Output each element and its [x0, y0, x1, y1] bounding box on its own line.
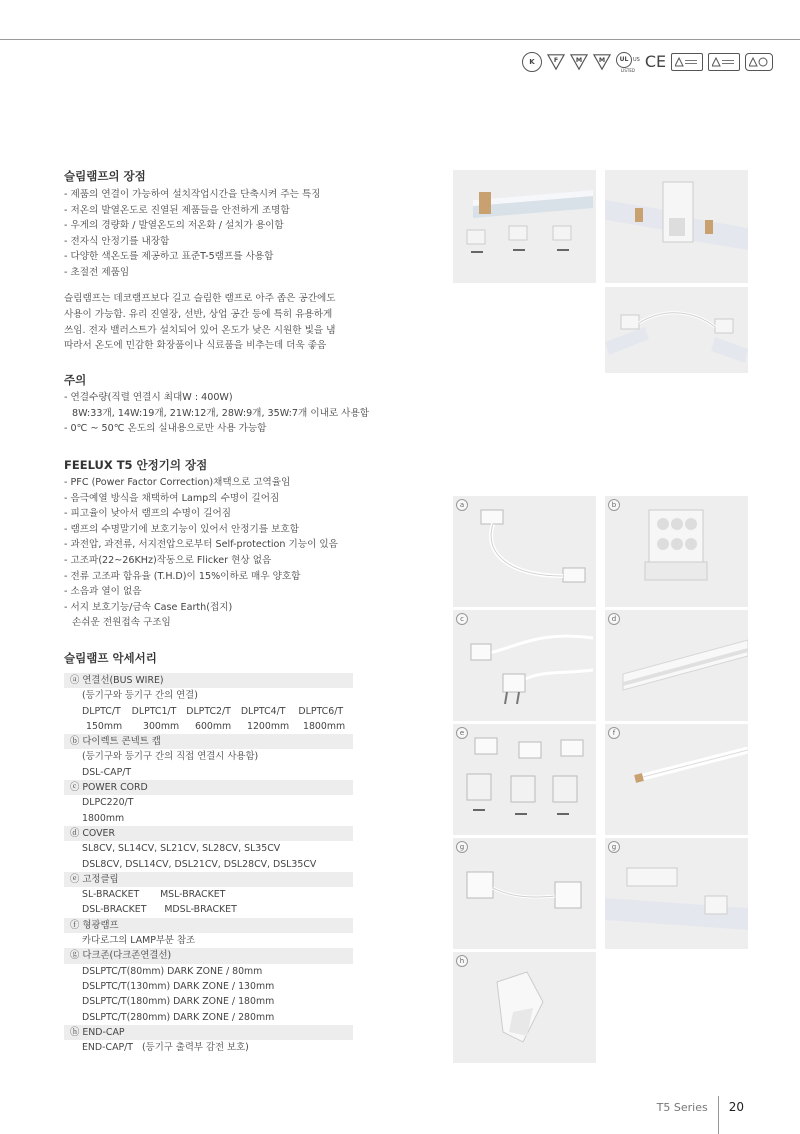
series-label: T5 Series: [656, 1100, 708, 1114]
table-row: END-CAP/T (등기구 출력부 감전 보호): [82, 1042, 249, 1054]
list-item: - 0℃ ~ 50℃ 온도의 실내용으로만 사용 가능함: [64, 423, 267, 435]
ul-listed-icon: UL US LISTED: [616, 52, 640, 73]
page-number: 20: [728, 1100, 744, 1114]
list-item: - 소음과 열이 없음: [64, 586, 142, 598]
photo-d-cover: [605, 610, 748, 721]
table-cell: DLPTC6/T: [298, 705, 344, 717]
svg-text:M: M: [598, 57, 606, 64]
paragraph-line: 따라서 온도에 민감한 화장품이나 식료품을 비추는데 더욱 좋음: [64, 340, 327, 352]
table-row: SL-BRACKET MSL-BRACKET: [82, 889, 226, 901]
table-row: SL8CV, SL14CV, SL21CV, SL28CV, SL35CV: [82, 843, 281, 855]
accessories-table: [64, 673, 353, 1055]
table-cell: 300mm: [143, 720, 180, 732]
list-item: 8W:33개, 14W:19개, 21W:12개, 28W:9개, 35W:7개 이내로 사용함: [72, 407, 369, 419]
m-mark-icon: [570, 53, 588, 71]
table-row: (등기구와 등기구 간의 연결): [82, 690, 198, 702]
list-item: - 램프의 수명말기에 보호기능이 있어서 안정기를 보호함: [64, 523, 299, 535]
label-e: e: [456, 727, 468, 739]
label-f: f: [608, 727, 620, 739]
table-row: ⓒ POWER CORD: [64, 780, 353, 795]
photo-lamps-wire-link: [605, 287, 748, 373]
top-rule: [0, 39, 800, 40]
list-item: - 서지 보호기능/금속 Case Earth(접지): [64, 601, 233, 613]
table-row: ⓐ 연결선(BUS WIRE): [64, 673, 353, 688]
table-cell: DLPTC4/T: [240, 705, 286, 717]
list-item: - 전류 고조파 함유율 (T.H.D)이 15%이하로 매우 양호함: [64, 570, 301, 582]
list-item: - 과전압, 과전류, 서지전압으로부터 Self-protection 기능이 있음: [64, 539, 338, 551]
approval-mark-2-icon: [708, 53, 740, 71]
ballast-title: FEELUX T5 안정기의 장점: [64, 458, 208, 472]
table-cell: 1200mm: [247, 720, 290, 732]
label-g: g: [456, 841, 468, 853]
table-row: ⓕ 형광램프: [64, 918, 353, 933]
list-item: - 음극예열 방식을 채택하여 Lamp의 수명이 길어짐: [64, 492, 280, 504]
table-cell: DLPTC1/T: [131, 705, 177, 717]
photo-lamp-with-clips: [453, 170, 596, 283]
table-row: ⓗ END-CAP: [64, 1025, 353, 1040]
photo-h-end-cap: [453, 952, 596, 1063]
page-footer: [657, 1088, 744, 1126]
list-item: - 저온의 발열온도로 진열된 제품들을 안전하게 조명함: [64, 204, 290, 216]
ballast-list: [64, 475, 364, 631]
list-item: 손쉬운 전원접속 구조임: [72, 617, 171, 629]
table-cell: 1800mm: [303, 720, 346, 732]
table-row: ⓓ COVER: [64, 826, 353, 841]
approval-mark-1-icon: [671, 53, 703, 71]
list-item: - 고조파(22~26KHz)작동으로 Flicker 현상 없음: [64, 554, 272, 566]
table-row: DLPC220/T: [82, 797, 134, 809]
list-item: - 전자식 안정기를 내장함: [64, 235, 170, 247]
photo-e-brackets: [453, 724, 596, 835]
table-row: DSL-CAP/T: [82, 766, 132, 778]
label-h: h: [456, 955, 468, 967]
table-row: 카다로그의 LAMP부분 참조: [82, 935, 196, 947]
list-item: - 제품의 연결이 가능하여 설치작업시간을 단축시켜 주는 특징: [64, 189, 321, 200]
list-item: - 우게의 경량화 / 발열온도의 저온화 / 설치가 용이함: [64, 220, 284, 232]
mm-mark-icon: [593, 53, 611, 71]
table-row: ⓖ 다크존(다크존연결선): [64, 948, 353, 963]
table-row: [64, 704, 353, 719]
list-item: - 다양한 색온도를 제공하고 표준T-5램프를 사용함: [64, 251, 274, 263]
table-cell: 150mm: [86, 720, 123, 732]
svg-text:F: F: [553, 57, 559, 64]
label-g2: g: [608, 841, 620, 853]
advantages-title: 슬림램프의 장점: [64, 169, 146, 183]
footer-divider: [718, 1096, 719, 1134]
photo-lamps-connected: [605, 170, 748, 283]
paragraph-line: 사용이 가능함. 유리 진열장, 선반, 상업 공간 등에 특히 유용하게: [64, 308, 333, 320]
list-item: - 초절전 제품임: [64, 266, 130, 278]
photo-b-direct-connect-cap: [605, 496, 748, 607]
list-item: - 피고율이 낮아서 램프의 수명이 길어짐: [64, 508, 231, 520]
paragraph-line: 쓰임. 전자 밸러스트가 설치되어 있어 온도가 낮은 시원한 빛을 냄: [64, 324, 336, 336]
label-a: a: [456, 499, 468, 511]
table-cell: 600mm: [195, 720, 232, 732]
advantages-list: [64, 187, 364, 281]
table-row: ⓑ 다이렉트 콘넥트 캡: [64, 734, 353, 749]
paragraph-line: 슬림램프는 데코램프보다 길고 슬림한 램프로 아주 좁은 공간에도: [64, 293, 336, 304]
table-row: DSL8CV, DSL14CV, DSL21CV, DSL28CV, DSL35CV: [82, 858, 317, 870]
photo-c-power-cord: [453, 610, 596, 721]
table-row: (등기구와 등기구 간의 직접 연결시 사용함): [82, 751, 259, 763]
table-row: DSLPTC/T(130mm) DARK ZONE / 130mm: [82, 980, 275, 992]
table-row: ⓔ 고정클립: [64, 872, 353, 887]
table-row: DSLPTC/T(180mm) DARK ZONE / 180mm: [82, 996, 275, 1008]
table-row: [64, 719, 353, 734]
certification-marks: [522, 50, 773, 74]
table-cell: DLPTC/T: [82, 705, 121, 717]
advantages-paragraph: [64, 291, 354, 354]
table-row: DSL-BRACKET MDSL-BRACKET: [82, 904, 237, 916]
list-item: - 연결수량(직렬 연결시 최대W : 400W): [64, 392, 233, 403]
k-mark-icon: K: [522, 52, 542, 72]
photo-g-dark-zone-wire: [453, 838, 596, 949]
label-d: d: [608, 613, 620, 625]
f-mark-icon: [547, 53, 565, 71]
accessories-title: 슬림램프 악세서리: [64, 651, 157, 665]
svg-text:M: M: [575, 57, 583, 64]
table-row: 1800mm: [82, 812, 125, 824]
list-item: - PFC (Power Factor Correction)채택으로 고역율임: [64, 477, 291, 488]
photo-a-bus-wire: [453, 496, 596, 607]
label-c: c: [456, 613, 468, 625]
table-row: DSLPTC/T(80mm) DARK ZONE / 80mm: [82, 965, 263, 977]
table-row: DSLPTC/T(280mm) DARK ZONE / 280mm: [82, 1011, 275, 1023]
table-cell: DLPTC2/T: [186, 705, 231, 717]
label-b: b: [608, 499, 620, 511]
photo-f-fluorescent-lamp: [605, 724, 748, 835]
caution-title: 주의: [64, 373, 87, 387]
photo-g-dark-zone-lamps: [605, 838, 748, 949]
caution-list: [64, 390, 369, 437]
ce-mark-icon: CE: [644, 52, 667, 71]
approval-mark-3-icon: [745, 53, 773, 71]
